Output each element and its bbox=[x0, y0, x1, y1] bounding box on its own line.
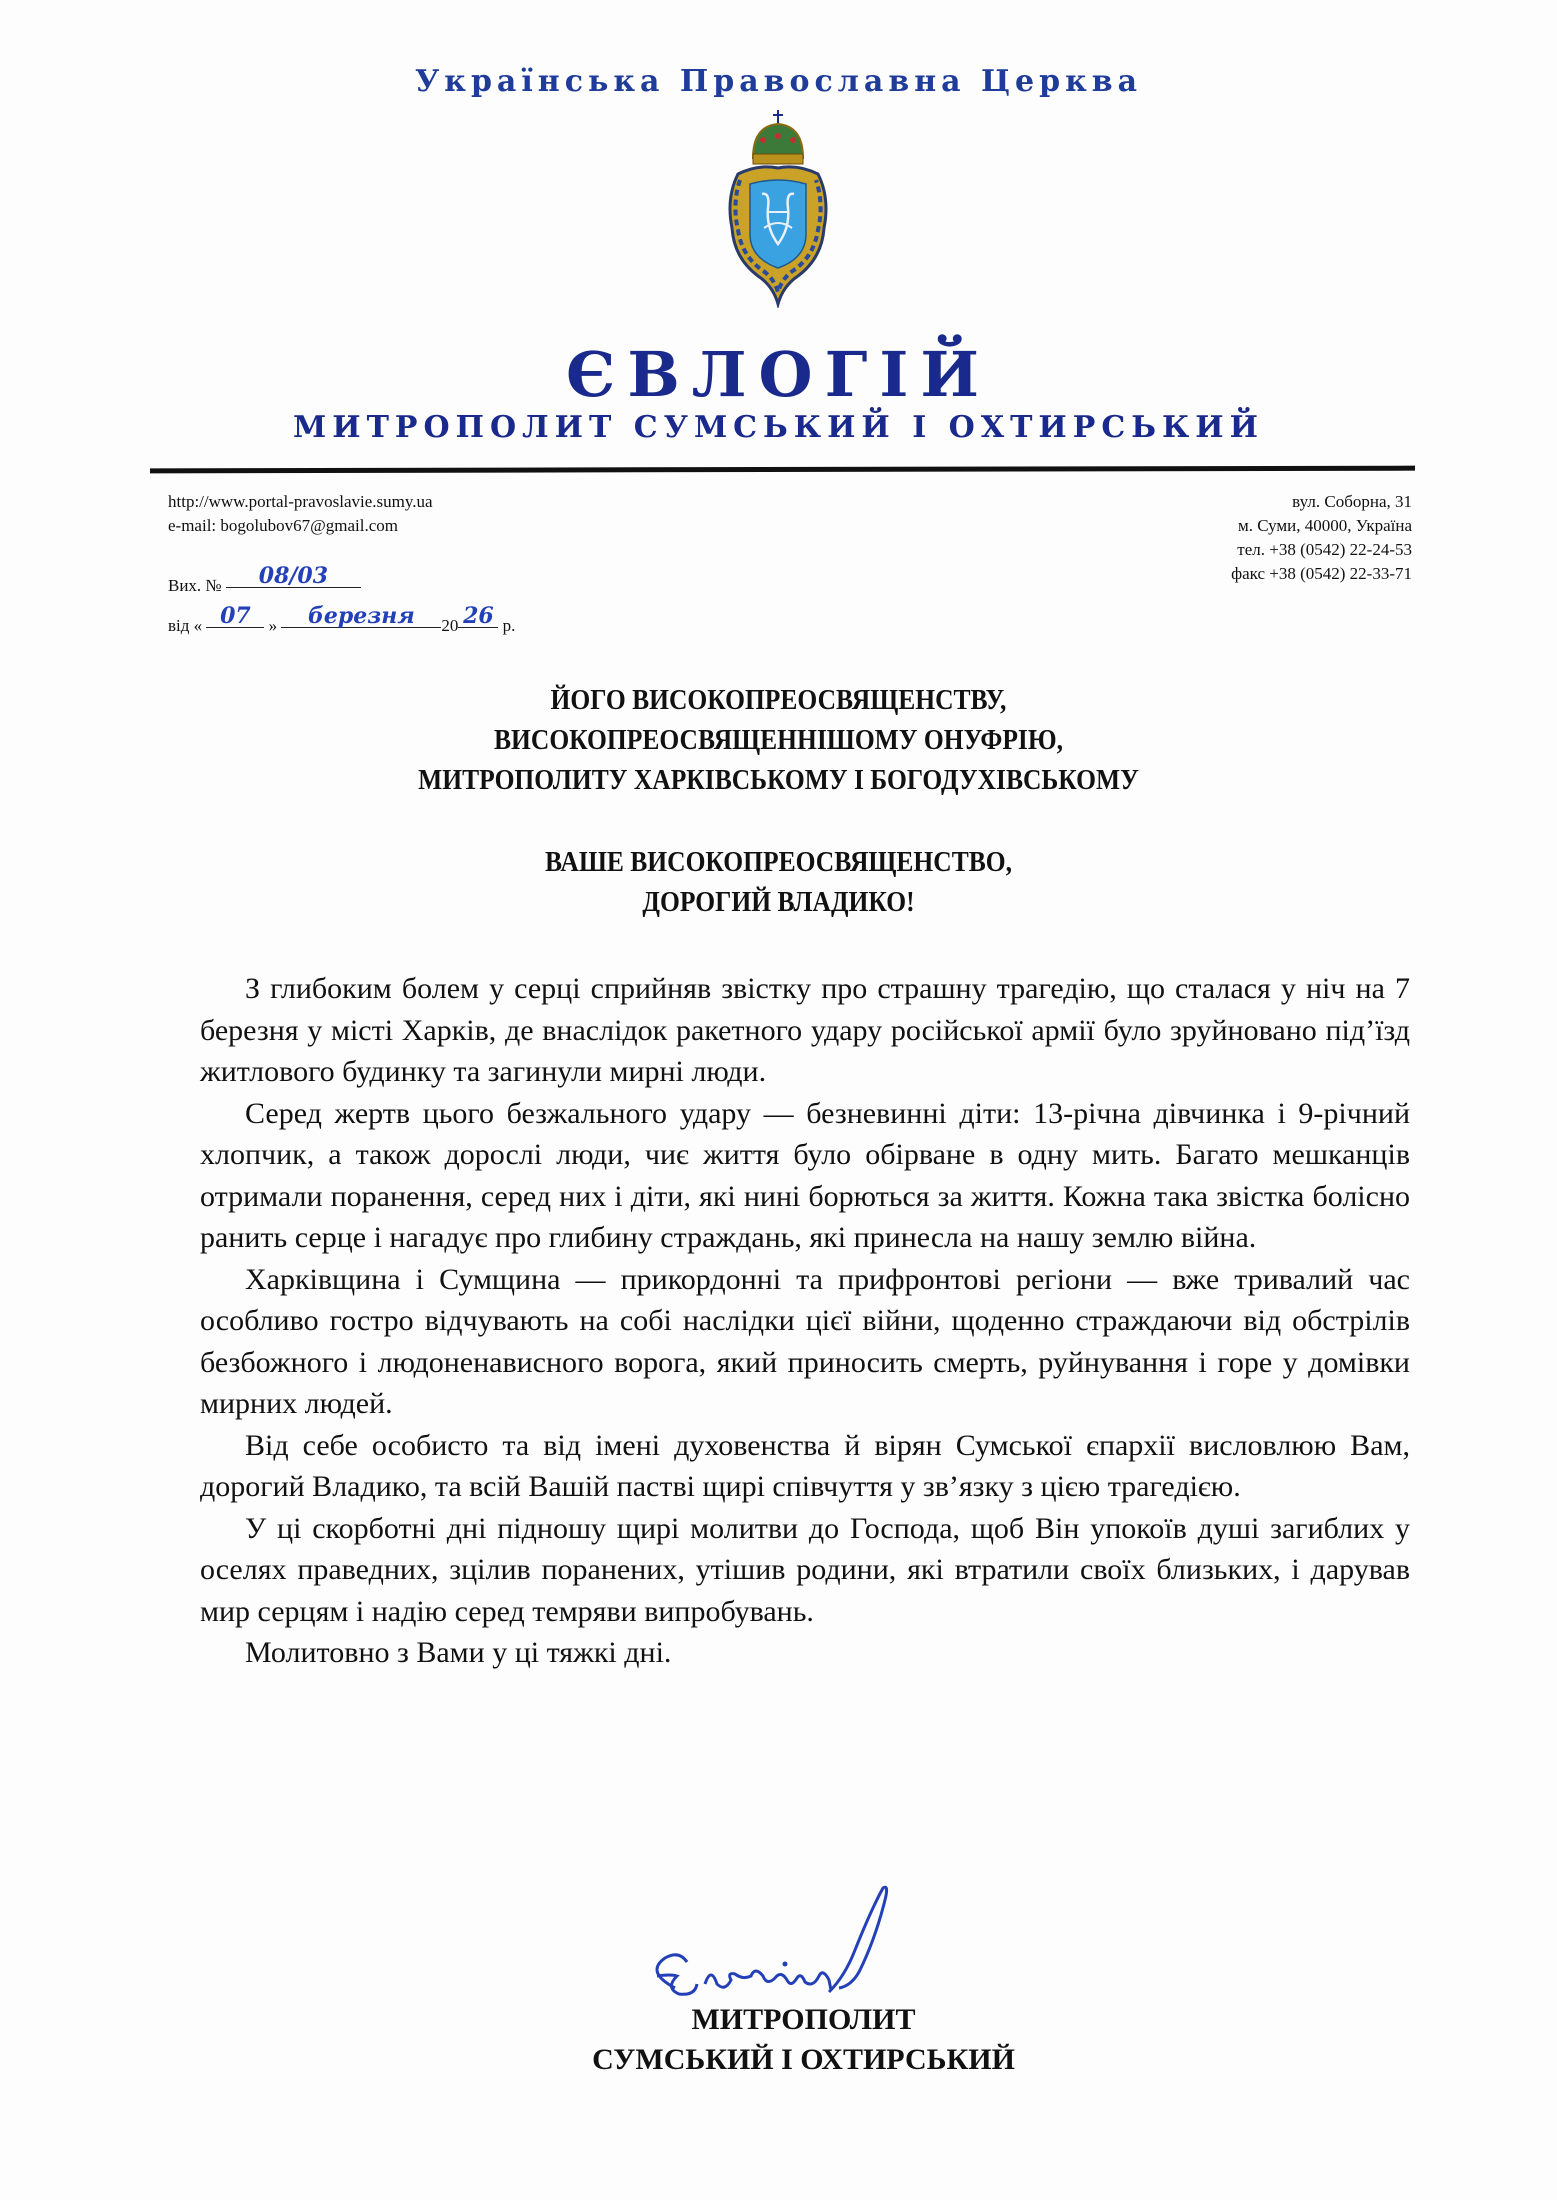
salutation-line: ВАШЕ ВИСОКОПРЕОСВЯЩЕНСТВО, bbox=[545, 846, 1012, 878]
date-prefix: від « bbox=[168, 616, 203, 635]
bishop-title: МИТРОПОЛИТ СУМСЬКИЙ І ОХТИРСЬКИЙ bbox=[293, 410, 1264, 445]
salutation-block bbox=[93, 842, 1463, 922]
signatory-title bbox=[0, 2000, 1557, 2080]
letterhead-divider bbox=[150, 466, 1415, 474]
email-link[interactable]: e-mail: bogolubov67@gmail.com bbox=[168, 516, 399, 535]
year-field bbox=[458, 605, 498, 628]
diocesan-coat-of-arms-icon bbox=[718, 108, 838, 308]
outgoing-number-field bbox=[226, 565, 361, 588]
addressee-block bbox=[93, 680, 1463, 800]
body-paragraph: Молитовно з Вами у ці тяжкі дні. bbox=[245, 1636, 672, 1669]
bishop-name: ЄВЛОГІЙ bbox=[566, 338, 991, 411]
date-mid: » bbox=[268, 616, 278, 635]
addressee-line: ЙОГО ВИСОКОПРЕОСВЯЩЕНСТВУ, bbox=[550, 684, 1007, 716]
salutation-line: ДОРОГИЙ ВЛАДИКО! bbox=[642, 886, 915, 918]
body-paragraph: Серед жертв цього безжального удару — безневинні діти: 13-річна дівчинка і 9-річний хлопчик, а також дорослі люди, чиє життя було обірване в одну мить. Багато мешканців отримали поранення, серед них і діти, які нині борються за життя. Кожна така звістка болісно ранить серце і нагадує про глибину страждань, які принесла на нашу землю війна. bbox=[200, 1096, 1410, 1254]
year-prefix: 20 bbox=[441, 616, 459, 635]
year-suffix: р. bbox=[502, 616, 516, 635]
signatory-title-line2: СУМСЬКИЙ І ОХТИРСЬКИЙ bbox=[592, 2043, 1015, 2076]
outgoing-number-label: Вих. № bbox=[168, 576, 222, 595]
contact-web-email bbox=[168, 490, 433, 538]
addressee-line: МИТРОПОЛИТУ ХАРКІВСЬКОМУ І БОГОДУХІВСЬКОМУ bbox=[418, 764, 1139, 796]
body-paragraph: Харківщина і Сумщина — прикордонні та прифронтові регіони — вже тривалий час особливо гостро відчувають на собі наслідки цієї війни, щоденно страждаючи від обстрілів безбожного і людоненависного ворога, який приносить смерть, руйнування і горе у домівки мирних людей. bbox=[200, 1262, 1410, 1420]
fax-number: факс +38 (0542) 22-33-71 bbox=[1231, 564, 1412, 583]
website-link[interactable]: http://www.portal-pravoslavie.sumy.ua bbox=[168, 492, 433, 511]
contact-address bbox=[1231, 490, 1412, 586]
day-value: 07 bbox=[220, 603, 251, 629]
phone-number: тел. +38 (0542) 22-24-53 bbox=[1237, 540, 1412, 559]
day-field bbox=[206, 605, 264, 628]
outgoing-date-row bbox=[168, 605, 515, 645]
city-address: м. Суми, 40000, Україна bbox=[1237, 516, 1412, 535]
outgoing-number-row bbox=[168, 565, 515, 605]
body-paragraph: Від себе особисто та від імені духовенства й вірян Сумської єпархії висловлюю Вам, дорогий Владико, та всій Вашій пастві щирі співчуття у зв’язку з цією трагедією. bbox=[200, 1428, 1410, 1503]
body-paragraph: З глибоким болем у серці сприйняв звістку про страшну трагедію, що сталася у ніч на 7 березня у місті Харків, де внаслідок ракетного удару російської армії було зруйновано під’їзд житлового будинку та загинули мирні люди. bbox=[200, 972, 1410, 1088]
outgoing-reference bbox=[168, 565, 515, 645]
street-address: вул. Соборна, 31 bbox=[1292, 492, 1412, 511]
organization-name: Українська Православна Церква bbox=[414, 64, 1143, 99]
month-value: березня bbox=[307, 603, 415, 629]
outgoing-number-value: 08/03 bbox=[258, 563, 329, 589]
handwritten-signature-icon bbox=[635, 1880, 935, 2010]
addressee-line: ВИСОКОПРЕОСВЯЩЕННІШОМУ ОНУФРІЮ, bbox=[494, 724, 1063, 756]
body-paragraph: У ці скорботні дні підношу щирі молитви до Господа, щоб Він упокоїв душі загиблих у оселях праведних, зцілив поранених, утішив родини, які втратили своїх близьких, і дарував мир серцям і надію серед темряви випробувань. bbox=[200, 1511, 1410, 1628]
month-field bbox=[281, 605, 441, 628]
letter-body bbox=[200, 968, 1410, 1674]
year-value: 26 bbox=[463, 603, 494, 629]
signatory-title-line1: МИТРОПОЛИТ bbox=[691, 2003, 916, 2036]
